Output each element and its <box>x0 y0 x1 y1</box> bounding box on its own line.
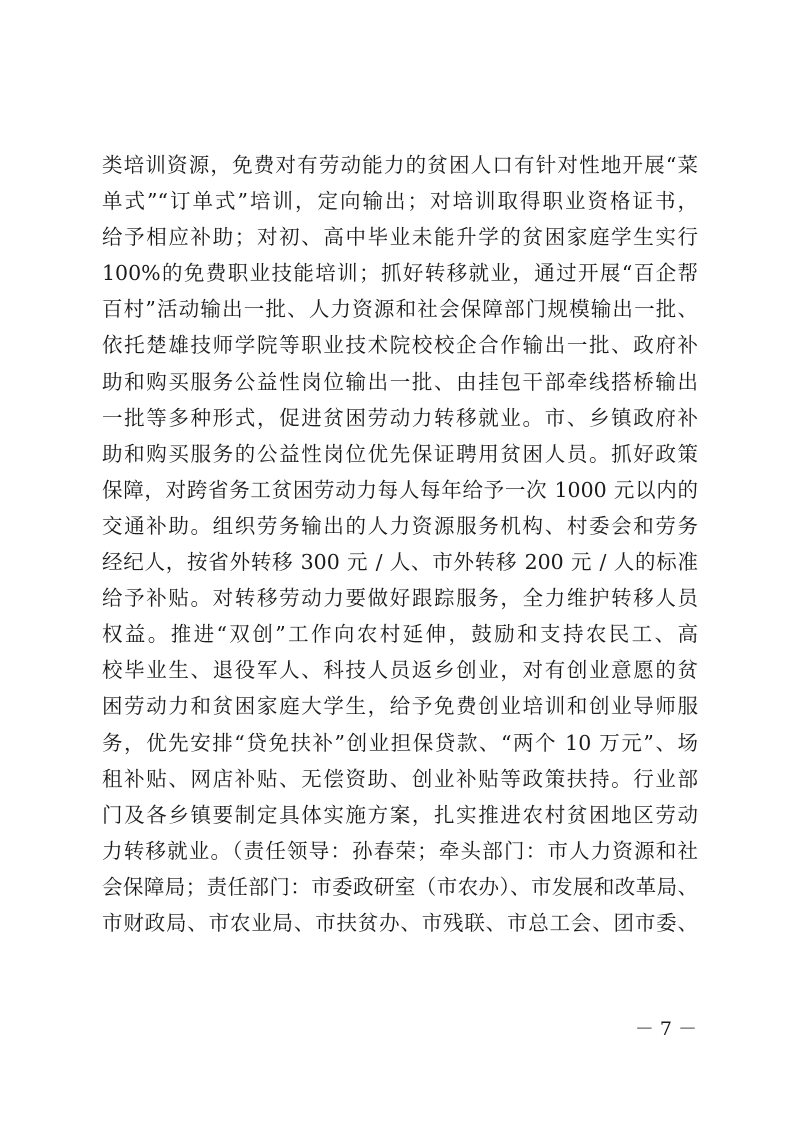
text-line: 一批等多种形式，促进贫困劳动力转移就业。市、乡镇政府补 <box>102 405 698 430</box>
text-line: 助和购买服务的公益性岗位优先保证聘用贫困人员。抓好政策 <box>102 441 698 466</box>
text-line: 租补贴、网店补贴、无偿资助、创业补贴等政策扶持。行业部 <box>102 766 698 791</box>
text-line: 权益。推进“双创”工作向农村延伸，鼓励和支持农民工、高 <box>102 622 698 647</box>
text-line: 类培训资源，免费对有劳动能力的贫困人口有针对性地开展“菜 <box>102 153 698 177</box>
text-line: 校毕业生、退役军人、科技人员返乡创业，对有创业意愿的贫 <box>102 658 698 683</box>
text-line: 力转移就业。（责任领导：孙春荣；牵头部门：市人力资源和社 <box>102 838 698 863</box>
text-line: 交通补助。组织劳务输出的人力资源服务机构、村委会和劳务 <box>102 513 698 538</box>
text-line: 给予相应补助；对初、高中毕业未能升学的贫困家庭学生实行 <box>102 225 698 250</box>
text-line: 市财政局、市农业局、市扶贫办、市残联、市总工会、团市委、 <box>102 910 698 935</box>
page-number: － 7 － <box>634 1018 697 1040</box>
text-line: 给予补贴。对转移劳动力要做好跟踪服务，全力维护转移人员 <box>102 586 698 611</box>
text-line: 务，优先安排“贷免扶补”创业担保贷款、“两个 10 万元”、场 <box>102 730 698 755</box>
body-text <box>102 147 698 941</box>
text-line: 经纪人，按省外转移 300 元 / 人、市外转移 200 元 / 人的标准 <box>102 550 698 575</box>
text-line: 门及各乡镇要制定具体实施方案，扎实推进农村贫困地区劳动 <box>102 802 698 827</box>
text-line: 会保障局；责任部门：市委政研室（市农办）、市发展和改革局、 <box>102 874 698 899</box>
text-line: 保障，对跨省务工贫困劳动力每人每年给予一次 1000 元以内的 <box>102 477 698 502</box>
text-line: 依托楚雄技师学院等职业技术院校校企合作输出一批、政府补 <box>102 333 698 358</box>
text-line: 助和购买服务公益性岗位输出一批、由挂包干部牵线搭桥输出 <box>102 369 698 394</box>
text-line: 百村”活动输出一批、人力资源和社会保障部门规模输出一批、 <box>102 297 698 322</box>
text-line: 100%的免费职业技能培训；抓好转移就业，通过开展“百企帮 <box>102 261 698 286</box>
text-line: 困劳动力和贫困家庭大学生，给予免费创业培训和创业导师服 <box>102 694 698 719</box>
text-line: 单式”“订单式”培训，定向输出；对培训取得职业资格证书， <box>102 189 698 214</box>
